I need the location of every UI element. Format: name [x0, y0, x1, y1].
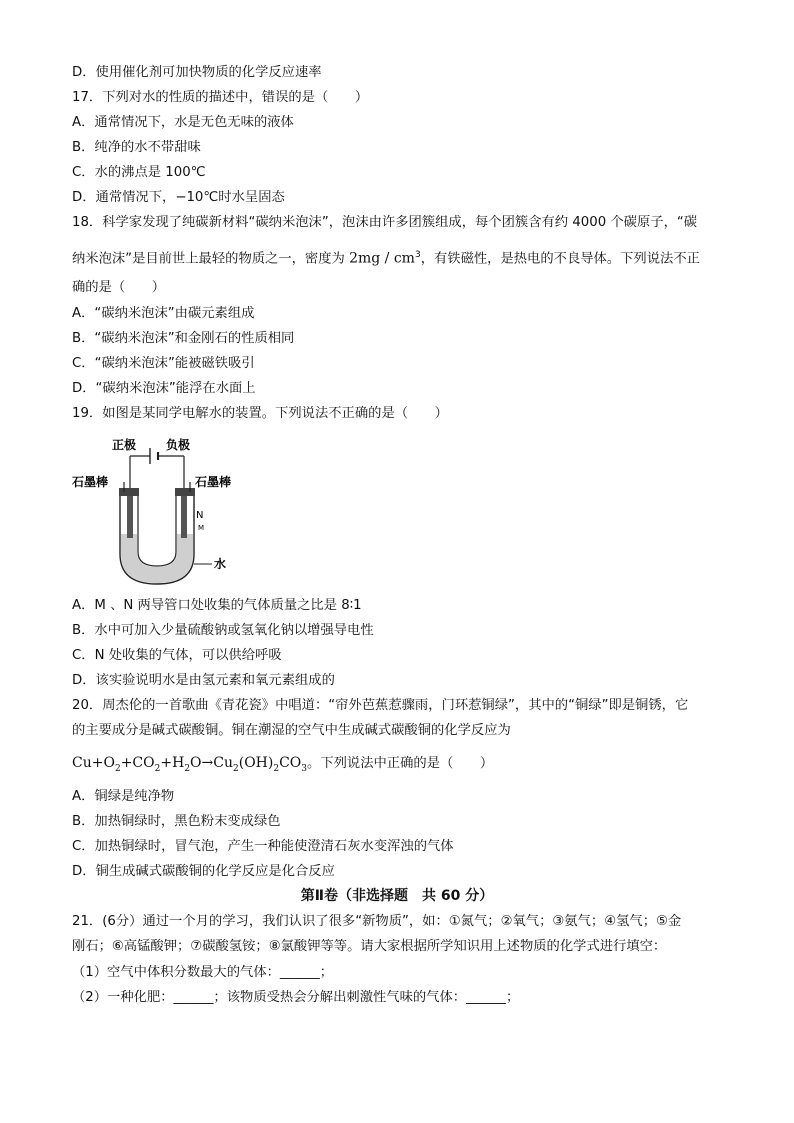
n-label: N [196, 510, 204, 521]
question-19-option-c: C．N 处收集的气体，可以供给呼吸 [72, 648, 282, 663]
question-19-stem: 19．如图是某同学电解水的装置。下列说法不正确的是（ ） [72, 406, 448, 421]
question-17-option-d: D．通常情况下，−10℃时水呈固态 [72, 190, 285, 205]
question-18-stem-line-2 [72, 246, 700, 268]
water-label: 水 [214, 557, 227, 571]
question-18-option-c: C．“碳纳米泡沫”能被磁铁吸引 [72, 356, 255, 371]
left-electrode-label: 石墨棒 [72, 475, 109, 489]
question-18-option-b: B．“碳纳米泡沫”和金刚石的性质相同 [72, 331, 295, 346]
q20-eq-tail: 。下列说法中正确的是（ ） [307, 756, 494, 771]
question-18-stem-line-3: 确的是（ ） [72, 280, 166, 295]
question-18-stem-line-1: 18．科学家发现了纯碳新材料“碳纳米泡沫”，泡沫由许多团簇组成，每个团簇含有约 4000 个碳原子，“碳 [72, 215, 698, 230]
question-20-stem-line-1: 20．周杰伦的一首歌曲《青花瓷》中唱道：“帘外芭蕉惹骤雨，门环惹铜绿”，其中的“铜绿”即是铜锈，它 [72, 698, 689, 713]
question-20-option-d: D．铜生成碱式碳酸铜的化学反应是化合反应 [72, 864, 335, 879]
water-fill [121, 534, 193, 583]
question-17-stem: 17．下列对水的性质的描述中，错误的是（ ） [72, 90, 369, 105]
question-20-equation-line [72, 754, 493, 778]
chemical-equation: $Cu+O_2+CO_2+H_2O\to Cu_2(OH)_2CO_3$ [72, 755, 308, 774]
question-17-option-c: C．水的沸点是 100℃ [72, 165, 206, 180]
q18-line2-post: ，有铁磁性，是热电的不良导体。下列说法不正 [420, 251, 700, 267]
u-tube-inner [138, 494, 176, 566]
question-20-stem-line-2: 的主要成分是碱式碳酸铜。铜在潮湿的空气中生成碱式碳酸铜的化学反应为 [72, 723, 511, 738]
section-title: 第Ⅱ卷（非选择题 共 60 分） [300, 888, 494, 904]
question-17-option-a: A．通常情况下，水是无色无味的液体 [72, 115, 294, 130]
question-21-part-1: （1）空气中体积分数最大的气体：______； [72, 965, 334, 980]
electrolysis-diagram [72, 434, 242, 590]
question-20-option-b: B．加热铜绿时，黑色粉末变成绿色 [72, 814, 281, 829]
question-21-part-2: （2）一种化肥：______；该物质受热会分解出刺激性气味的气体：______； [72, 990, 520, 1005]
question-17-option-b: B．纯净的水不带甜味 [72, 140, 201, 155]
question-21-stem-line-1: 21．(6分）通过一个月的学习，我们认识了很多“新物质”，如：①氮气；②氧气；③氨气；④氢气；⑤金 [72, 914, 682, 929]
left-stopper [119, 488, 139, 496]
positive-label: 正极 [112, 438, 137, 452]
negative-label: 负极 [166, 438, 191, 452]
question-18-option-d: D．“碳纳米泡沫”能浮在水面上 [72, 381, 256, 396]
question-21-stem-line-2: 刚石；⑥高锰酸钾；⑦碳酸氢铵；⑧氯酸钾等等。请大家根据所学知识用上述物质的化学式进行填空： [72, 939, 667, 954]
density-value: 2mg / cm [349, 250, 415, 267]
right-stopper [175, 488, 195, 496]
q18-line2-pre: 纳米泡沫”是目前世上最轻的物质之一，密度为 [72, 251, 350, 267]
question-19-option-b: B．水中可加入少量硫酸钠或氢氧化钠以增强导电性 [72, 623, 374, 638]
right-electrode-label: 石墨棒 [195, 475, 232, 489]
question-20-option-a: A．铜绿是纯净物 [72, 789, 175, 804]
left-electrode [127, 496, 133, 538]
question-18-option-a: A．“碳纳米泡沫”由碳元素组成 [72, 306, 255, 321]
question-19-option-a: A．M 、N 两导管口处收集的气体质量之比是 8∶1 [72, 598, 362, 613]
electrolysis-apparatus-figure [72, 434, 242, 590]
m-label: M [198, 524, 205, 532]
density-exponent: 3 [414, 250, 421, 260]
right-electrode [181, 496, 187, 538]
question-16-option-d: D．使用催化剂可加快物质的化学反应速率 [72, 65, 322, 80]
question-19-option-d: D．该实验说明水是由氢元素和氧元素组成的 [72, 673, 335, 688]
question-20-option-c: C．加热铜绿时，冒气泡，产生一种能使澄清石灰水变浑浊的气体 [72, 839, 454, 854]
